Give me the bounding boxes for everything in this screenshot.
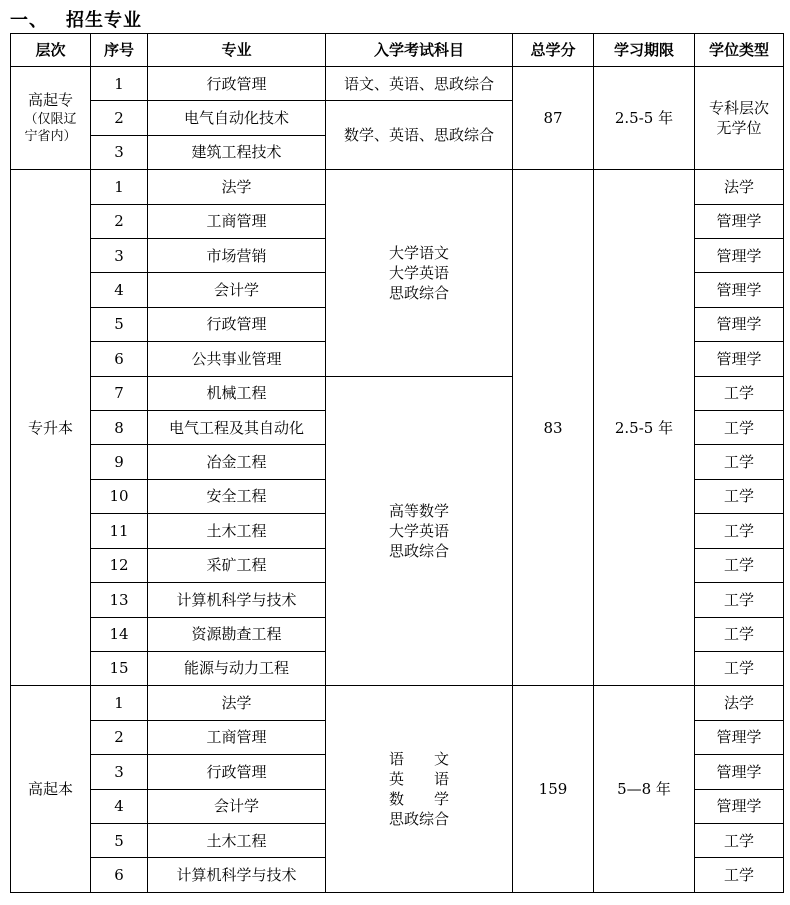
level-cell: 专升本 (11, 170, 91, 686)
major-cell: 工商管理 (148, 720, 326, 754)
seq-cell: 4 (91, 789, 148, 823)
major-cell: 电气工程及其自动化 (148, 411, 326, 445)
seq-cell: 2 (91, 720, 148, 754)
major-cell: 公共事业管理 (148, 342, 326, 376)
exam-subject: 英 语 (388, 769, 449, 788)
header-seq: 序号 (91, 34, 148, 67)
major-cell: 会计学 (148, 789, 326, 823)
level-note: 宁省内） (24, 129, 77, 145)
exam-subject: 高等数学 (388, 501, 449, 520)
major-cell: 建筑工程技术 (148, 135, 326, 169)
major-cell: 机械工程 (148, 376, 326, 410)
major-cell: 行政管理 (148, 755, 326, 789)
major-cell: 市场营销 (148, 239, 326, 273)
exam-subject: 大学英语 (388, 521, 449, 540)
level-cell: 高起本 (11, 686, 91, 893)
exam-subject: 思政综合 (388, 542, 449, 561)
major-cell: 冶金工程 (148, 445, 326, 479)
degree-cell: 管理学 (695, 755, 784, 789)
seq-cell: 6 (91, 342, 148, 376)
header-exam: 入学考试科目 (326, 34, 513, 67)
seq-cell: 13 (91, 583, 148, 617)
header-level: 层次 (11, 34, 91, 67)
exam-subject: 大学英语 (388, 263, 449, 282)
major-cell: 安全工程 (148, 479, 326, 513)
exam-subject: 思政综合 (388, 810, 449, 829)
admission-majors-table (10, 33, 784, 893)
degree-cell: 工学 (695, 514, 784, 548)
seq-cell: 1 (91, 67, 148, 101)
degree-cell: 法学 (695, 170, 784, 204)
degree-cell: 管理学 (695, 239, 784, 273)
major-cell: 采矿工程 (148, 548, 326, 582)
seq-cell: 8 (91, 411, 148, 445)
degree-cell: 工学 (695, 583, 784, 617)
major-cell: 计算机科学与技术 (148, 583, 326, 617)
degree-cell: 工学 (695, 858, 784, 893)
header-major: 专业 (148, 34, 326, 67)
degree-cell: 管理学 (695, 789, 784, 823)
seq-cell: 15 (91, 651, 148, 685)
degree-cell (695, 67, 784, 170)
seq-cell: 3 (91, 239, 148, 273)
table-header-row (11, 34, 784, 67)
degree-cell: 管理学 (695, 273, 784, 307)
seq-cell: 6 (91, 858, 148, 893)
seq-cell: 2 (91, 204, 148, 238)
exam-subject: 大学语文 (388, 243, 449, 262)
seq-cell: 9 (91, 445, 148, 479)
seq-cell: 3 (91, 135, 148, 169)
major-cell: 电气自动化技术 (148, 101, 326, 135)
major-cell: 资源勘查工程 (148, 617, 326, 651)
degree-cell: 工学 (695, 651, 784, 685)
header-credits: 总学分 (513, 34, 594, 67)
period-cell: 2.5-5 年 (594, 170, 695, 686)
seq-cell: 5 (91, 823, 148, 857)
level-name: 高起专 (27, 91, 73, 110)
exam-cell: 语文、英语、思政综合 (326, 67, 513, 101)
seq-cell: 5 (91, 307, 148, 341)
degree-cell: 工学 (695, 376, 784, 410)
seq-cell: 1 (91, 686, 148, 720)
major-cell: 会计学 (148, 273, 326, 307)
section-heading (10, 6, 142, 32)
period-cell: 5—8 年 (594, 686, 695, 893)
seq-cell: 3 (91, 755, 148, 789)
major-cell: 行政管理 (148, 67, 326, 101)
degree-cell: 工学 (695, 823, 784, 857)
degree-cell: 法学 (695, 686, 784, 720)
major-cell: 土木工程 (148, 514, 326, 548)
header-period: 学习期限 (594, 34, 695, 67)
seq-cell: 2 (91, 101, 148, 135)
exam-subject: 思政综合 (388, 284, 449, 303)
period-cell: 2.5-5 年 (594, 67, 695, 170)
seq-cell: 11 (91, 514, 148, 548)
degree-cell: 工学 (695, 548, 784, 582)
table-row (11, 67, 784, 101)
degree-cell: 管理学 (695, 307, 784, 341)
major-cell: 行政管理 (148, 307, 326, 341)
major-cell: 计算机科学与技术 (148, 858, 326, 893)
seq-cell: 10 (91, 479, 148, 513)
exam-cell: 数学、英语、思政综合 (326, 101, 513, 170)
seq-cell: 14 (91, 617, 148, 651)
major-cell: 工商管理 (148, 204, 326, 238)
degree-cell: 管理学 (695, 204, 784, 238)
major-cell: 法学 (148, 686, 326, 720)
degree-cell: 工学 (695, 479, 784, 513)
exam-cell (326, 376, 513, 686)
exam-subject: 语 文 (388, 749, 449, 768)
level-note: （仅限辽 (24, 111, 77, 127)
major-cell: 法学 (148, 170, 326, 204)
table-row (11, 170, 784, 204)
table-row (11, 686, 784, 720)
seq-cell: 12 (91, 548, 148, 582)
header-degree: 学位类型 (695, 34, 784, 67)
section-number: 一、 (10, 10, 48, 31)
degree-cell: 管理学 (695, 720, 784, 754)
major-cell: 能源与动力工程 (148, 651, 326, 685)
major-cell: 土木工程 (148, 823, 326, 857)
degree-cell: 管理学 (695, 342, 784, 376)
credits-cell: 159 (513, 686, 594, 893)
seq-cell: 7 (91, 376, 148, 410)
exam-subject: 数 学 (388, 790, 449, 809)
degree-cell: 工学 (695, 617, 784, 651)
exam-cell (326, 170, 513, 376)
section-title: 招生专业 (66, 10, 142, 31)
degree-cell: 工学 (695, 411, 784, 445)
degree-line: 专科层次 (708, 98, 769, 117)
degree-line: 无学位 (716, 119, 762, 138)
seq-cell: 4 (91, 273, 148, 307)
credits-cell: 83 (513, 170, 594, 686)
level-cell (11, 67, 91, 170)
seq-cell: 1 (91, 170, 148, 204)
credits-cell: 87 (513, 67, 594, 170)
exam-cell (326, 686, 513, 893)
degree-cell: 工学 (695, 445, 784, 479)
